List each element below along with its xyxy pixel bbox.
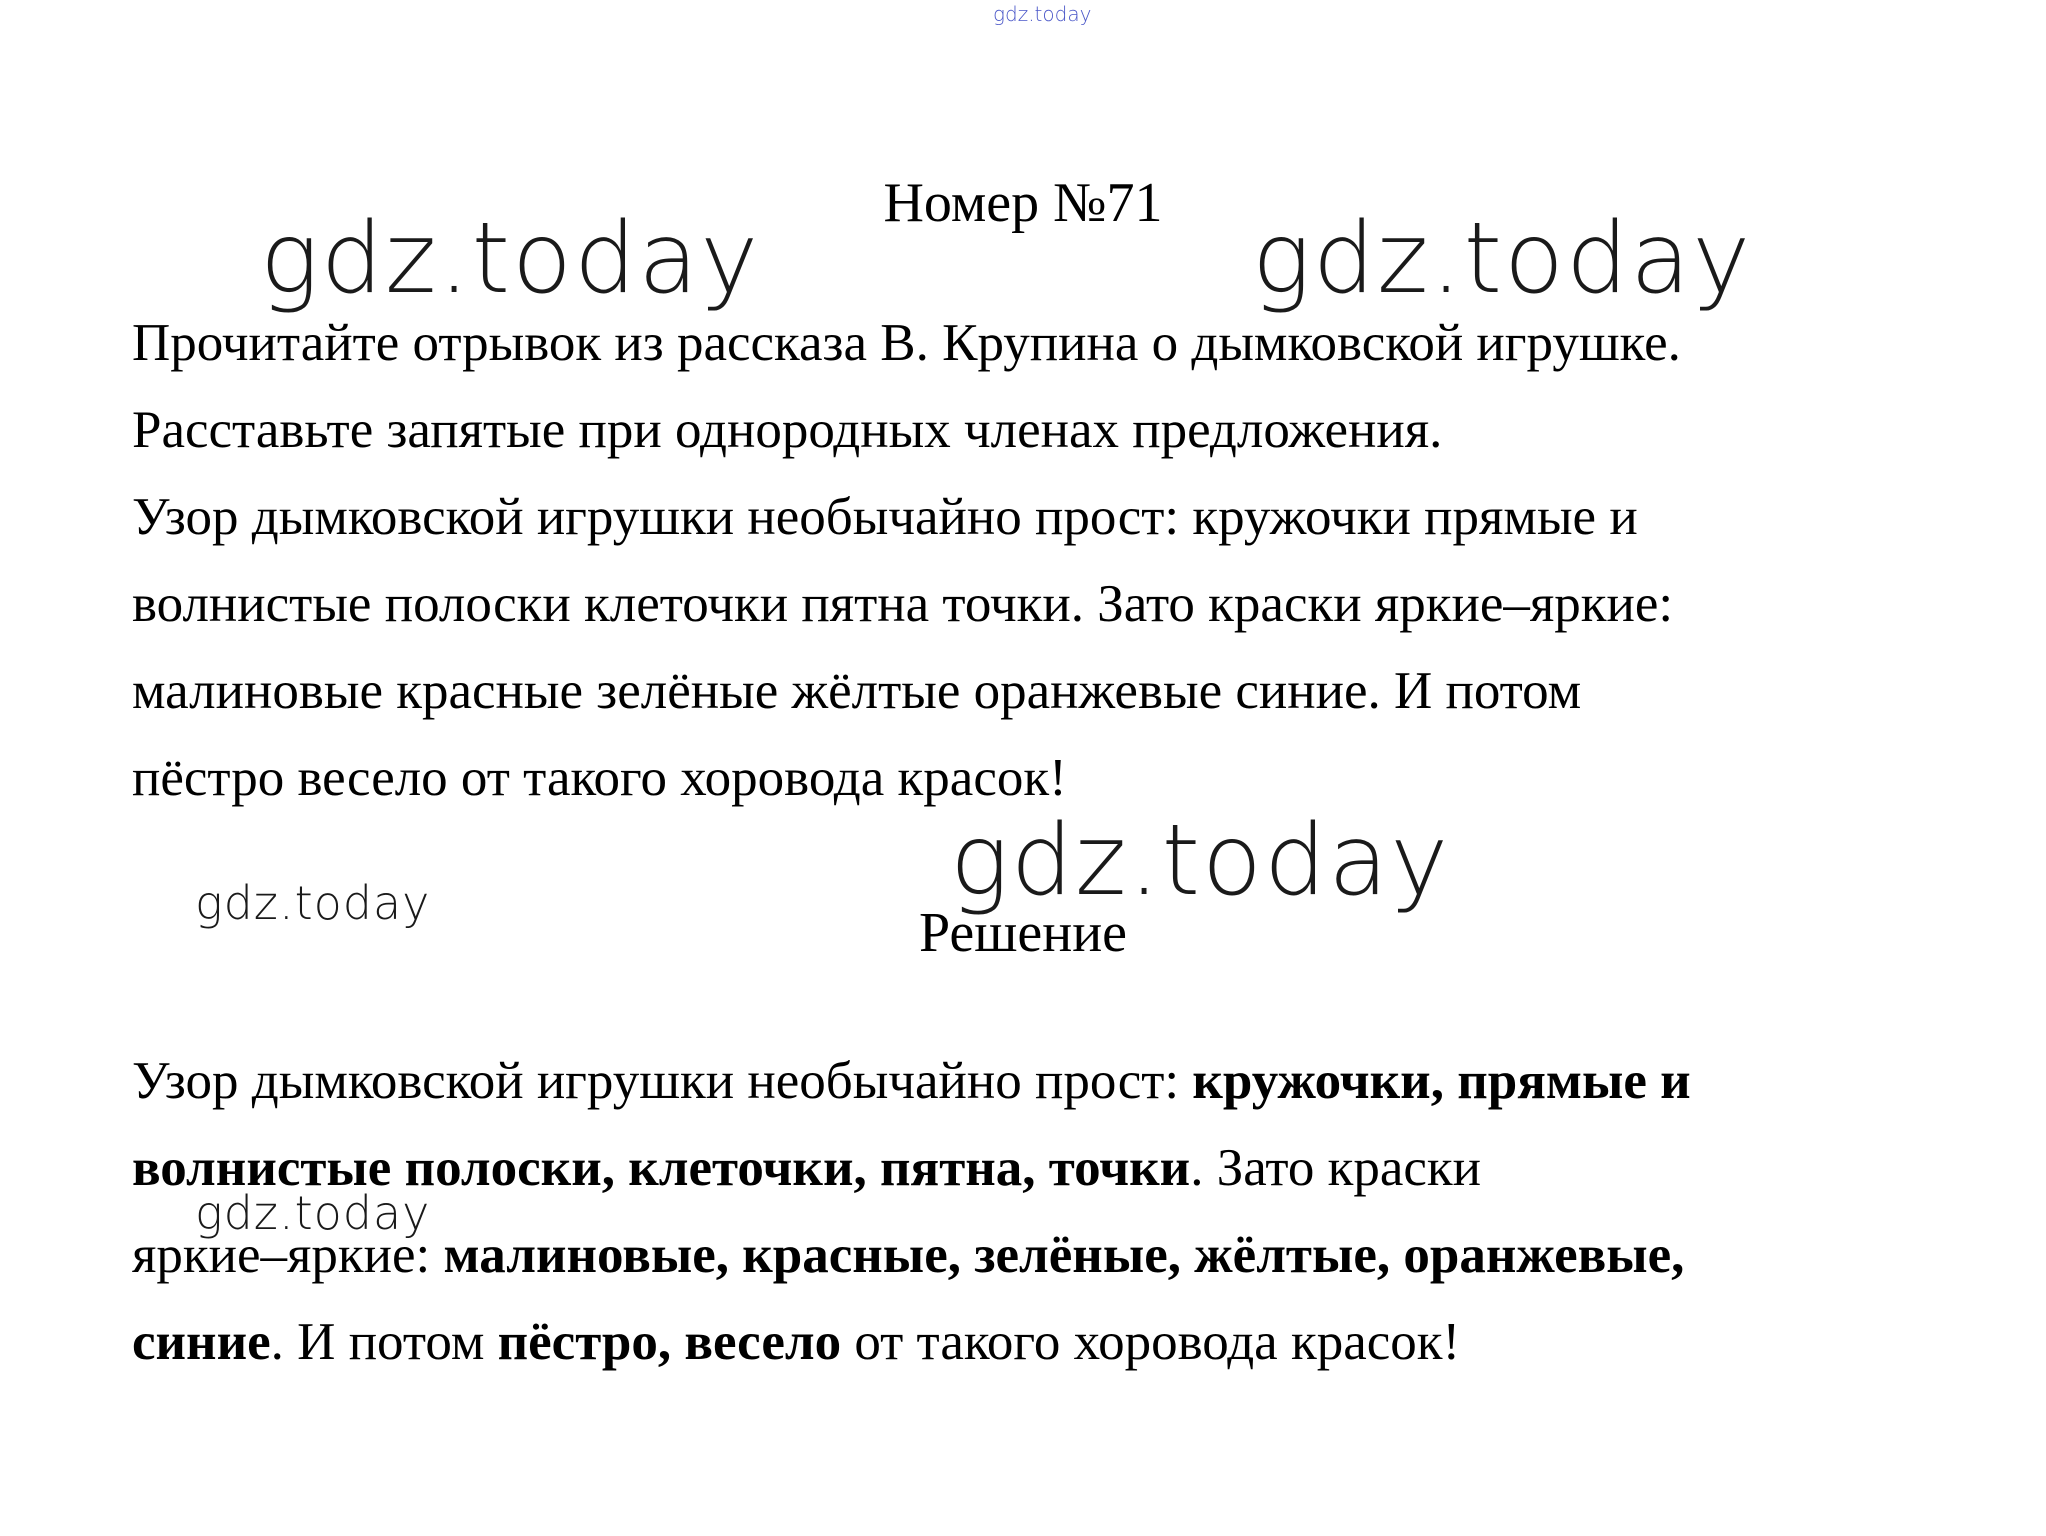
answer-text: [132, 1038, 1992, 1386]
watermark-top: gdz.today: [993, 2, 1092, 26]
watermark-small-1: gdz.today: [195, 876, 431, 930]
answer-text-normal: яркие–яркие:: [132, 1226, 444, 1284]
solution-heading: Решение: [918, 902, 1128, 964]
answer-line: [132, 1299, 1992, 1386]
answer-text-normal: . Зато краски: [1190, 1139, 1482, 1197]
answer-text-bold: кружочки, прямые и: [1192, 1052, 1691, 1110]
watermark-left: gdz.today: [260, 202, 761, 316]
page-title: Номер №71: [883, 172, 1163, 234]
task-line: малиновые красные зелёные жёлтые оранжевые синие. И потом: [132, 662, 1582, 720]
task-line: Прочитайте отрывок из рассказа В. Крупина о дымковской игрушке.: [132, 314, 1681, 372]
answer-line: [132, 1212, 1992, 1299]
watermark-center: gdz.today: [950, 804, 1451, 918]
answer-text-bold: пёстро, весело: [497, 1313, 842, 1371]
task-line: пёстро весело от такого хоровода красок!: [132, 749, 1067, 807]
answer-text-bold: малиновые, красные, зелёные, жёлтые, оранжевые,: [443, 1226, 1685, 1284]
task-line: Расставьте запятые при однородных членах предложения.: [132, 401, 1443, 459]
task-line: волнистые полоски клеточки пятна точки. Зато краски яркие–яркие:: [132, 575, 1674, 633]
answer-line: [132, 1125, 1992, 1212]
answer-text-normal: . И потом: [270, 1313, 498, 1371]
task-line: Узор дымковской игрушки необычайно прост: кружочки прямые и: [132, 488, 1638, 546]
answer-text-normal: Узор дымковской игрушки необычайно прост:: [132, 1052, 1193, 1110]
watermark-right: gdz.today: [1252, 202, 1753, 316]
answer-text-normal: от такого хоровода красок!: [841, 1313, 1461, 1371]
task-text: [132, 300, 1992, 822]
answer-text-bold: волнистые полоски, клеточки, пятна, точки: [132, 1139, 1191, 1197]
watermark-small-2: gdz.today: [195, 1186, 431, 1240]
answer-line: [132, 1038, 1992, 1125]
answer-text-bold: синие: [132, 1313, 271, 1371]
